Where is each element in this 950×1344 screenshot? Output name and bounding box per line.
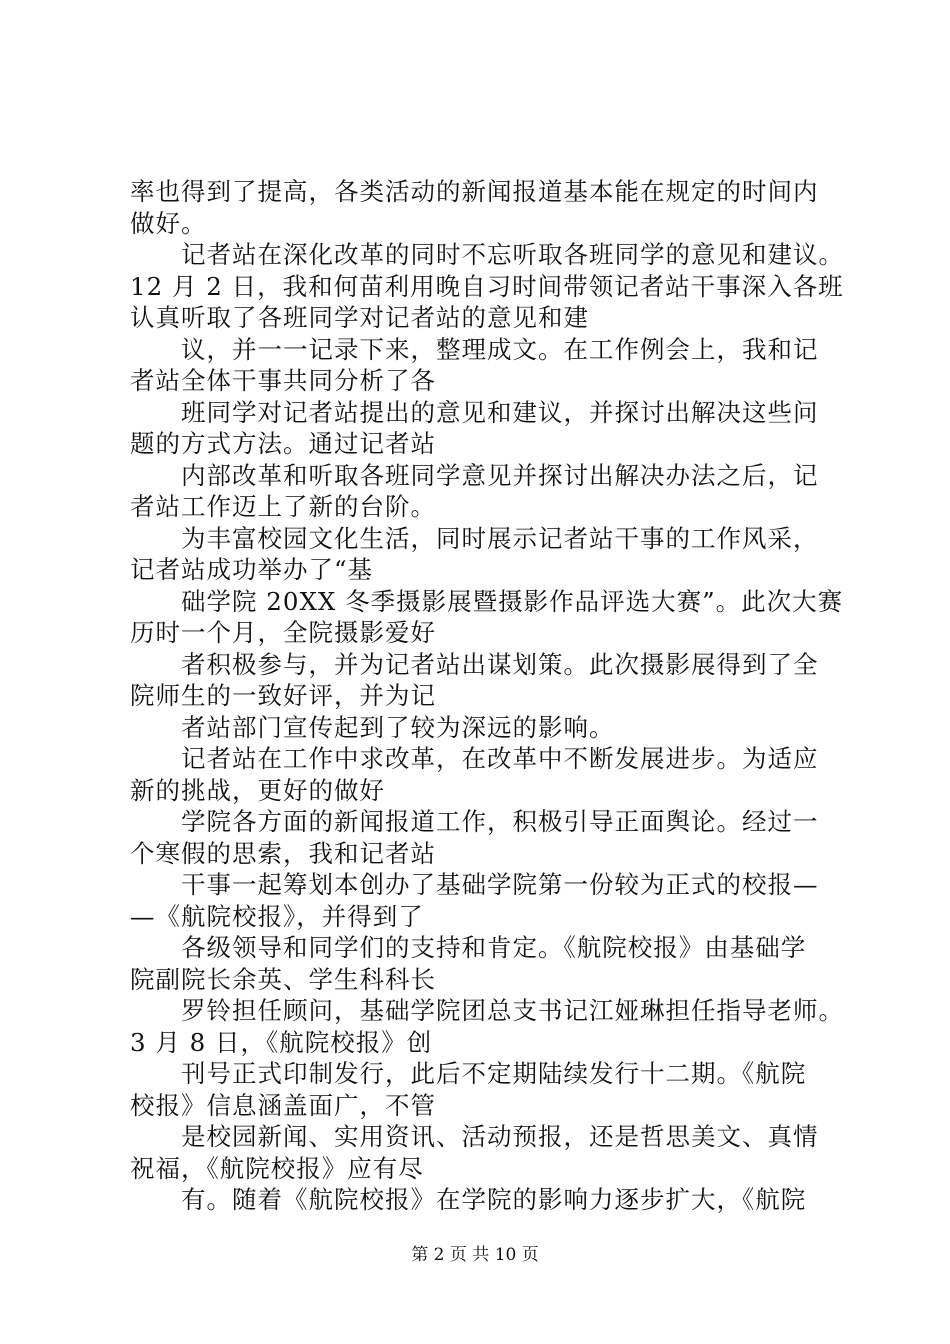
text-line: 为丰富校园文化生活，同时展示记者站干事的工作风采， <box>181 523 819 553</box>
body-text <box>130 176 844 1216</box>
text-line: 者站部门宣传起到了较为深远的影响。 <box>181 712 615 742</box>
text-line: 者积极参与，并为记者站出谋划策。此次摄影展得到了全 <box>181 649 819 679</box>
text-line: 内部改革和听取各班同学意见并探讨出解决办法之后，记 <box>181 460 819 490</box>
text-line: 各级领导和同学们的支持和肯定。《航院校报》由基础学 <box>181 933 807 962</box>
text-line: 新的挑战，更好的做好 <box>130 775 385 805</box>
text-line: 学院各方面的新闻报道工作，积极引导正面舆论。经过一 <box>181 807 819 836</box>
text-line: 做好。 <box>130 208 207 238</box>
text-line: 记者站在深化改革的同时不忘听取各班同学的意见和建议。 <box>181 240 844 269</box>
text-line: 罗铃担任顾问，基础学院团总支书记江娅琳担任指导老师。 <box>181 996 844 1025</box>
text-line: 刊号正式印制发行，此后不定期陆续发行十二期。《航院 <box>181 1059 807 1088</box>
text-line: 有。随着《航院校报》在学院的影响力逐步扩大，《航院 <box>181 1185 807 1214</box>
text-line: 12 月 2 日，我和何苗利用晚自习时间带领记者站干事深入各班 <box>130 271 844 301</box>
text-line: 记者站在工作中求改革，在改革中不断发展进步。为适应 <box>181 744 819 773</box>
text-line: 祝福，《航院校报》应有尽 <box>130 1153 424 1183</box>
text-line: 者站工作迈上了新的台阶。 <box>130 492 436 521</box>
text-line: 者站全体干事共同分析了各 <box>130 366 436 395</box>
text-line: 干事一起筹划本创办了基础学院第一份较为正式的校报— <box>181 870 819 899</box>
text-line: 认真听取了各班同学对记者站的意见和建 <box>130 303 589 332</box>
text-line: 院师生的一致好评，并为记 <box>130 681 436 710</box>
text-line: 议，并一一记录下来，整理成文。在工作例会上，我和记 <box>181 334 819 364</box>
text-line: 础学院 20XX 冬季摄影展暨摄影作品评选大赛”。此次大赛 <box>181 586 844 616</box>
text-line: 校报》信息涵盖面广，不管 <box>130 1090 436 1120</box>
text-line: 历时一个月，全院摄影爱好 <box>130 618 436 647</box>
text-line: 率也得到了提高，各类活动的新闻报道基本能在规定的时间内 <box>130 177 819 206</box>
page-footer: 第 2 页 共 10 页 <box>411 1245 539 1265</box>
text-line: 班同学对记者站提出的意见和建议，并探讨出解决这些问 <box>181 397 819 427</box>
text-line: 题的方式方法。通过记者站 <box>130 429 436 458</box>
text-line: —《航院校报》，并得到了 <box>130 901 424 931</box>
text-line: 个寒假的思索，我和记者站 <box>130 838 436 868</box>
text-line: 记者站成功举办了“基 <box>130 555 374 584</box>
text-line: 是校园新闻、实用资讯、活动预报，还是哲思美文、真情 <box>181 1122 819 1151</box>
text-line: 3 月 8 日，《航院校报》创 <box>130 1027 433 1057</box>
text-line: 院副院长余英、学生科科长 <box>130 964 436 994</box>
